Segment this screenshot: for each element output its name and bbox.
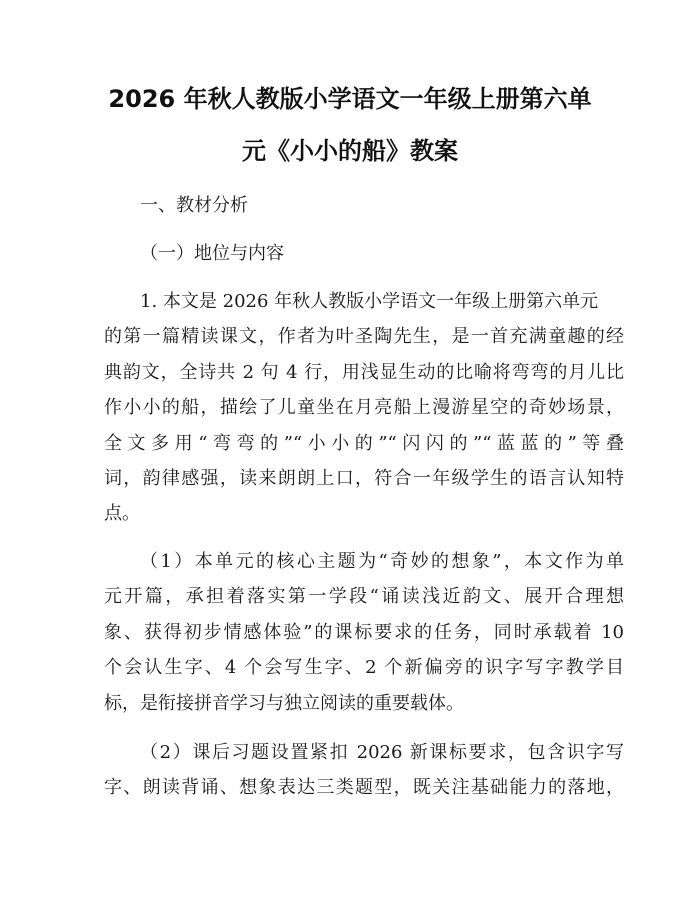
paragraph-1-line-3: 典韵文，全诗共 2 句 4 行，用浅显生动的比喻将弯弯的月儿比	[104, 362, 624, 383]
paragraph-2-line-2: 元开篇，承担着落实第一学段“诵读浅近韵文、展开合理想	[104, 586, 624, 607]
paragraph-1-line-2: 的第一篇精读课文，作者为叶圣陶先生，是一首充满童趣的经	[104, 326, 624, 347]
paragraph-1-line-6: 词，韵律感强，读来朗朗上口，符合一年级学生的语言认知特	[104, 468, 624, 489]
paragraph-3-line-1: （2）课后习题设置紧扣 2026 新课标要求，包含识字写	[140, 742, 624, 763]
paragraph-2-line-4: 个会认生字、4 个会写生字、2 个新偏旁的识字写字教学目	[104, 657, 624, 678]
paragraph-2-line-3: 象、获得初步情感体验”的课标要求的任务，同时承载着 10	[104, 622, 624, 643]
document-title-line-2: 元《小小的船》教案	[242, 137, 458, 165]
document-title-line-1: 2026 年秋人教版小学语文一年级上册第六单	[108, 85, 592, 113]
paragraph-1-line-4: 作小小的船，描绘了儿童坐在月亮船上漫游星空的奇妙场景，	[104, 397, 624, 418]
paragraph-1-line-5: 全文多用“弯弯的”“小小的”“闪闪的”“蓝蓝的”等叠	[104, 433, 624, 454]
paragraph-1-line-7: 点。	[104, 503, 140, 524]
section-heading: 一、教材分析	[140, 195, 248, 216]
subsection-heading: （一）地位与内容	[140, 243, 284, 264]
paragraph-2-line-5: 标，是衔接拼音学习与独立阅读的重要载体。	[104, 693, 464, 714]
paragraph-2-line-1: （1）本单元的核心主题为“奇妙的想象”，本文作为单	[140, 551, 624, 572]
paragraph-3-line-2: 字、朗读背诵、想象表达三类题型，既关注基础能力的落地，	[104, 777, 624, 798]
paragraph-1-line-1: 1. 本文是 2026 年秋人教版小学语文一年级上册第六单元	[140, 291, 599, 312]
